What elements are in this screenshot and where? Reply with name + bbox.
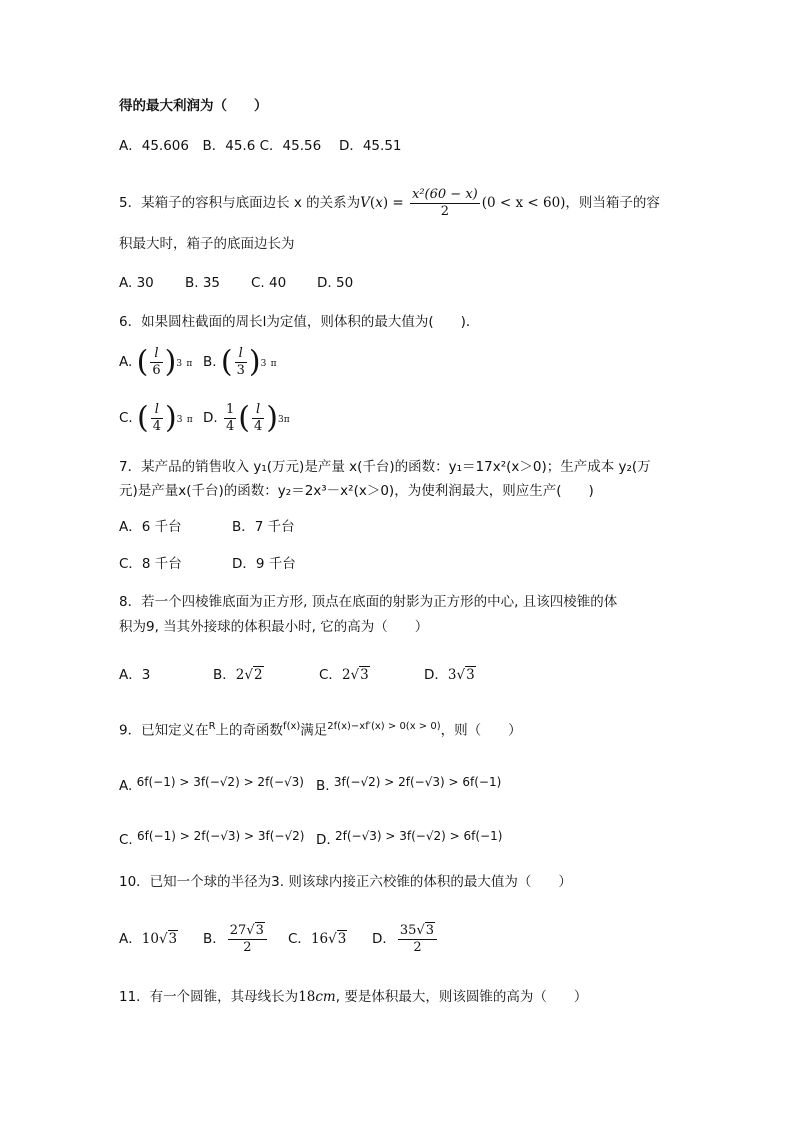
q8-line1: 8．若一个四棱锥底面为正方形, 顶点在底面的射影为正方形的中心, 且该四棱锥的体 bbox=[119, 594, 618, 610]
q8-line2: 积为9, 当其外接球的体积最小时, 它的高为（ ） bbox=[119, 619, 429, 635]
q10-option-b: B． $\frac{27√3}{2}$ bbox=[203, 917, 269, 961]
q5-option-d: D. 50 bbox=[317, 275, 354, 291]
q8-option-d: D．3√3 bbox=[424, 667, 475, 683]
q7-line1: 7．某产品的销售收入 y₁(万元)是产量 x(千台)的函数：y₁＝17x²(x＞0)；生产成本 y₂(万 bbox=[119, 459, 651, 475]
q9-option-a: A. 6f(−1) > 3f(−√2) > 2f(−√3) bbox=[119, 775, 304, 794]
q9-stem: 9．已知定义在$^R$上的奇函数$^{f(x)}$满足$^{2f(x)-xf'(x) > 0(x > 0)}$，则（ ） bbox=[119, 721, 522, 739]
q5-line1: 5．某箱子的容积与底面边长 x 的关系为V(x) = $\frac{\text{x²(60 − x)}}{2}$ (0 < x < 60)，则当箱子的容 bbox=[119, 186, 660, 219]
q6-c-paren: ( $\frac{l}{4}$ ) bbox=[137, 400, 177, 436]
q6-option-c: C. ( $\frac{l}{4}$ )3 π bbox=[119, 398, 193, 440]
q4-tail: 得的最大利润为（ ） bbox=[119, 98, 268, 114]
q4-options: A．45.606 B．45.6 C．45.56 D．45.51 bbox=[119, 138, 402, 154]
q5-denominator: 2 bbox=[440, 203, 449, 219]
q9-option-b: B. 3f(−√2) > 2f(−√3) > 6f(−1) bbox=[316, 775, 502, 794]
q6-b-paren: ( $\frac{l}{3}$ ) bbox=[220, 344, 261, 380]
q10-option-d: D． $\frac{35√3}{2}$ bbox=[372, 917, 439, 961]
q9-option-c: C. 6f(−1) > 2f(−√3) > 3f(−√2) bbox=[119, 829, 305, 848]
q6-option-b: B. ( $\frac{l}{3}$ )3 π bbox=[203, 342, 277, 384]
q10-stem: 10．已知一个球的半径为3. 则该球内接正六校锥的体积的最大值为（ ） bbox=[119, 874, 572, 890]
q7-option-a: A．6 千台 bbox=[119, 519, 182, 535]
q11-stem: 11．有一个圆锥，其母线长为18cm, 要是体积最大，则该圆锥的高为（ ） bbox=[119, 989, 588, 1005]
q7-option-c: C．8 千台 bbox=[119, 556, 182, 572]
q6-option-d: D. $\frac{1}{4}$ ( $\frac{l}{4}$ )3π bbox=[203, 398, 290, 440]
q6-stem: 6．如果圆柱截面的周长l为定值，则体积的最大值为( )． bbox=[119, 314, 480, 330]
q7-line2: 元)是产量x(千台)的函数：y₂＝2x³－x²(x＞0)，为使利润最大，则应生产( ) bbox=[119, 483, 594, 499]
q5-domain: (0 < x < 60) bbox=[481, 195, 566, 211]
q5-post: ，则当箱子的容 bbox=[565, 195, 660, 211]
q8-option-b: B．2√2 bbox=[213, 667, 263, 683]
q6-a-paren: ( $\frac{l}{6}$ ) bbox=[136, 344, 177, 380]
q8-option-a: A．3 bbox=[119, 667, 151, 683]
q8-option-c: C．2√3 bbox=[319, 667, 369, 683]
q5-line2: 积最大时，箱子的底面边长为 bbox=[119, 236, 295, 252]
q10-option-c: C．16√3 bbox=[288, 931, 347, 947]
q9-option-d: D. 2f(−√3) > 3f(−√2) > 6f(−1) bbox=[316, 829, 503, 848]
q5-numerator: x²(60 − x) bbox=[412, 186, 478, 202]
q6-d-coef: $\frac{1}{4}$ bbox=[225, 401, 235, 434]
q5-pre: 5．某箱子的容积与底面边长 x 的关系为 bbox=[119, 195, 361, 211]
q10-option-a: A．10√3 bbox=[119, 931, 178, 947]
q5-option-a: A. 30 bbox=[119, 275, 154, 291]
q5-option-b: B. 35 bbox=[185, 275, 221, 291]
q6-d-paren: ( $\frac{l}{4}$ ) bbox=[238, 400, 278, 436]
q5-option-c: C. 40 bbox=[251, 275, 287, 291]
q5-fn: V bbox=[360, 195, 370, 211]
q7-option-d: D．9 千台 bbox=[232, 556, 296, 572]
q5-fraction bbox=[410, 187, 480, 220]
q7-option-b: B．7 千台 bbox=[232, 519, 295, 535]
q6-option-a: A. ( $\frac{l}{6}$ )3 π bbox=[119, 342, 192, 384]
q5-arg: x bbox=[375, 195, 383, 211]
